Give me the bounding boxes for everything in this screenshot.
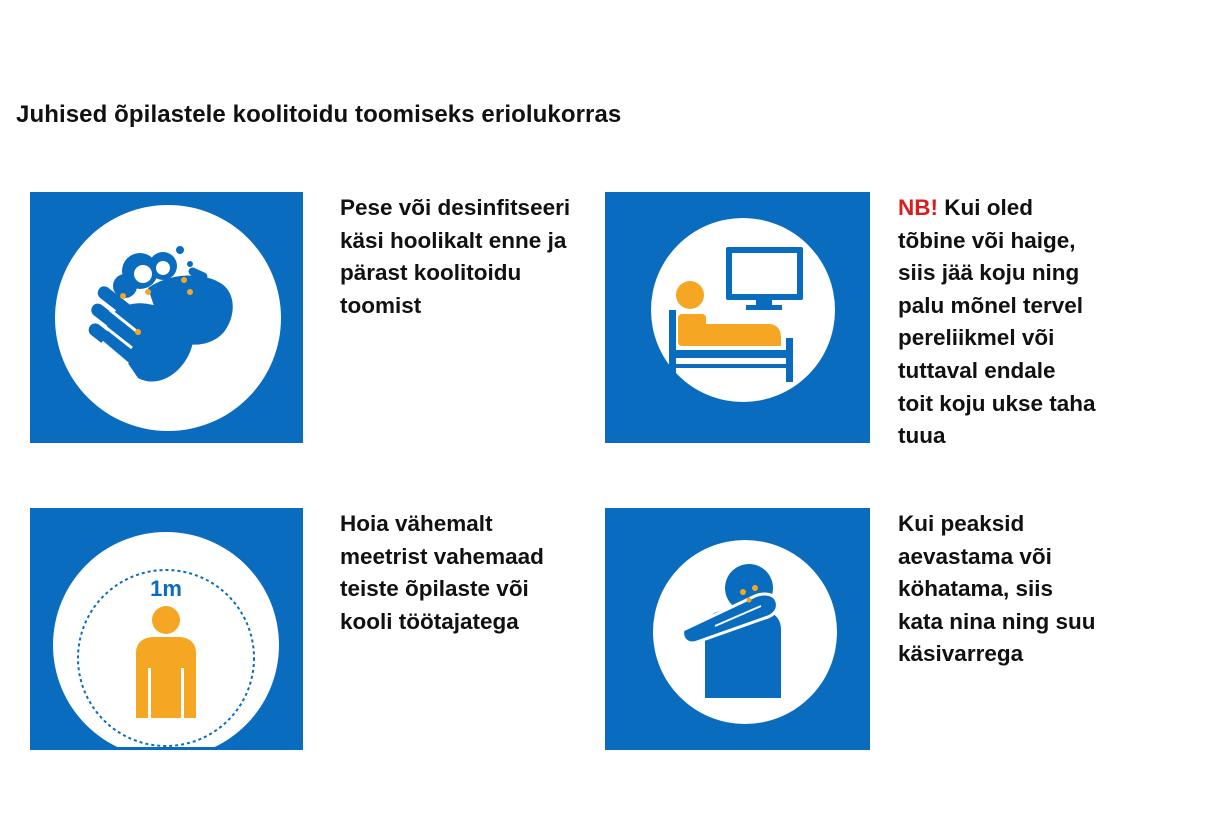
cough-into-elbow-icon xyxy=(605,508,870,750)
page-title: Juhised õpilastele koolitoidu toomiseks eriolukorras xyxy=(16,101,622,128)
sick-in-bed-tile xyxy=(605,192,870,443)
panel-4-line-3: köhatama, siis xyxy=(898,576,1054,602)
panel-1-text xyxy=(340,192,570,322)
panel-1-line-3: pärast koolitoidu xyxy=(340,260,522,286)
panel-2-line-4: palu mõnel tervel xyxy=(898,292,1084,318)
panel-2-text xyxy=(898,192,1096,453)
panel-2-line-8: tuua xyxy=(898,423,946,449)
panel-3-line-2: meetrist vahemaad xyxy=(340,543,544,569)
panel-1-line-1: Pese või desinfitseeri xyxy=(340,195,571,220)
cough-tile xyxy=(605,508,870,750)
panel-4-text xyxy=(898,508,1096,671)
distance-1m-icon xyxy=(30,508,303,750)
panel-1-line-4: toomist xyxy=(340,292,422,318)
panel-2-line-2: tõbine või haige, xyxy=(898,227,1076,253)
panel-2-line-1-rest: Kui oled xyxy=(938,195,1033,220)
distance-label: 1m xyxy=(150,576,182,601)
distance-tile xyxy=(30,508,303,750)
panel-2-line-5: pereliikmel või xyxy=(898,325,1055,351)
washing-hands-tile xyxy=(30,192,303,443)
panel-3-text xyxy=(340,508,544,638)
sick-in-bed-icon xyxy=(605,192,870,443)
panel-2-line-3: siis jää koju ning xyxy=(898,260,1080,286)
panel-2-line-6: tuttaval endale xyxy=(898,357,1056,383)
panel-4-line-1: Kui peaksid xyxy=(898,511,1025,536)
panel-1-line-2: käsi hoolikalt enne ja xyxy=(340,227,567,253)
panel-3-line-4: kooli töötajatega xyxy=(340,608,519,634)
panel-2-line-1 xyxy=(898,192,1096,225)
nb-label: NB! xyxy=(898,195,938,220)
washing-hands-icon xyxy=(30,192,303,443)
panel-2-line-7: toit koju ukse taha xyxy=(898,390,1096,416)
panel-4-line-5: käsivarrega xyxy=(898,641,1024,667)
panel-3-line-3: teiste õpilaste või xyxy=(340,576,529,602)
panel-3-line-1: Hoia vähemalt xyxy=(340,511,493,536)
panel-4-line-2: aevastama või xyxy=(898,543,1052,569)
panel-4-line-4: kata nina ning suu xyxy=(898,608,1096,634)
